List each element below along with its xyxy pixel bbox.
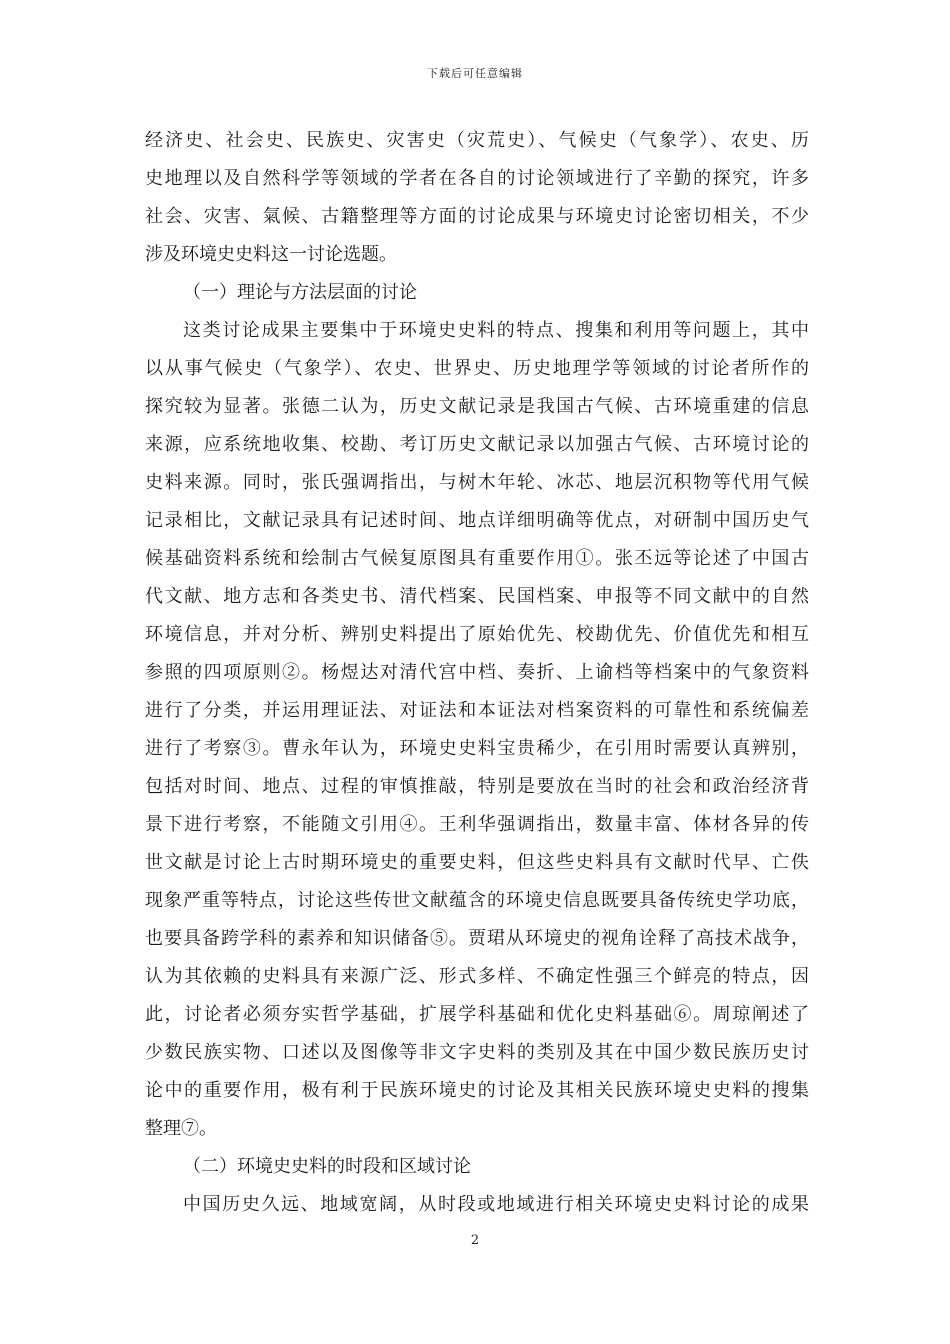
body-line: 此，讨论者必须夯实哲学基础，扩展学科基础和优化史料基础⑥。周琼阐述了 — [145, 1004, 809, 1025]
body-line: 进行了考察③。曹永年认为，环境史史料宝贵稀少，在引用时需要认真辨别， — [145, 738, 809, 759]
body-line: 代文献、地方志和各类史书、清代档案、民国档案、申报等不同文献中的自然 — [145, 586, 809, 607]
body-line: 史料来源。同时，张氏强调指出，与树木年轮、冰芯、地层沉积物等代用气候 — [145, 472, 809, 493]
body-line: 经济史、社会史、民族史、灾害史（灾荒史）、气候史（气象学）、农史、历 — [145, 130, 809, 151]
body-line: 认为其依赖的史料具有来源广泛、形式多样、不确定性强三个鲜亮的特点，因 — [145, 966, 809, 987]
body-text — [145, 122, 809, 1224]
body-line: 史地理以及自然科学等领域的学者在各自的讨论领域进行了辛勤的探究，许多 — [145, 168, 809, 189]
body-line: 社会、灾害、氣候、古籍整理等方面的讨论成果与环境史讨论密切相关，不少 — [145, 206, 809, 227]
body-line: 这类讨论成果主要集中于环境史史料的特点、搜集和利用等问题上，其中 — [183, 320, 809, 341]
body-line: 现象严重等特点，讨论这些传世文献蕴含的环境史信息既要具备传统史学功底， — [145, 890, 809, 911]
body-line: 整理⑦。 — [145, 1118, 217, 1139]
body-line: 探究较为显著。张德二认为，历史文献记录是我国古气候、古环境重建的信息 — [145, 396, 809, 417]
section-heading: （二）环境史史料的时段和区域讨论 — [183, 1156, 471, 1177]
page-number: 2 — [470, 1233, 480, 1248]
page-header: 下载后可任意编辑 — [427, 67, 523, 80]
body-line: 候基础资料系统和绘制古气候复原图具有重要作用①。张丕远等论述了中国古 — [145, 548, 809, 569]
body-line: 环境信息，并对分析、辨别史料提出了原始优先、校勘优先、价值优先和相互 — [145, 624, 809, 645]
body-line: 论中的重要作用，极有利于民族环境史的讨论及其相关民族环境史史料的搜集 — [145, 1080, 809, 1101]
body-line: 进行了分类，并运用理证法、对证法和本证法对档案资料的可靠性和系统偏差 — [145, 700, 809, 721]
body-line: 来源，应系统地收集、校勘、考订历史文献记录以加强古气候、古环境讨论的 — [145, 434, 809, 455]
body-line: 包括对时间、地点、过程的审慎推敲，特别是要放在当时的社会和政治经济背 — [145, 776, 809, 797]
body-line: 中国历史久远、地域宽阔，从时段或地域进行相关环境史史料讨论的成果 — [183, 1194, 809, 1215]
body-line: 以从事气候史（气象学）、农史、世界史、历史地理学等领域的讨论者所作的 — [145, 358, 809, 379]
body-line: 少数民族实物、口述以及图像等非文字史料的类别及其在中国少数民族历史讨 — [145, 1042, 809, 1063]
body-line: 景下进行考察，不能随文引用④。王利华强调指出，数量丰富、体材各异的传 — [145, 814, 809, 835]
section-heading: （一）理论与方法层面的讨论 — [183, 282, 417, 303]
body-line: 参照的四项原则②。杨煜达对清代宫中档、奏折、上谕档等档案中的气象资料 — [145, 662, 809, 683]
body-line: 世文献是讨论上古时期环境史的重要史料，但这些史料具有文献时代早、亡佚 — [145, 852, 809, 873]
body-line: 涉及环境史史料这一讨论选题。 — [145, 244, 397, 265]
body-line: 记录相比，文献记录具有记述时间、地点详细明确等优点，对研制中国历史气 — [145, 510, 809, 531]
body-line: 也要具备跨学科的素养和知识储备⑤。贾珺从环境史的视角诠释了高技术战争， — [145, 928, 809, 949]
